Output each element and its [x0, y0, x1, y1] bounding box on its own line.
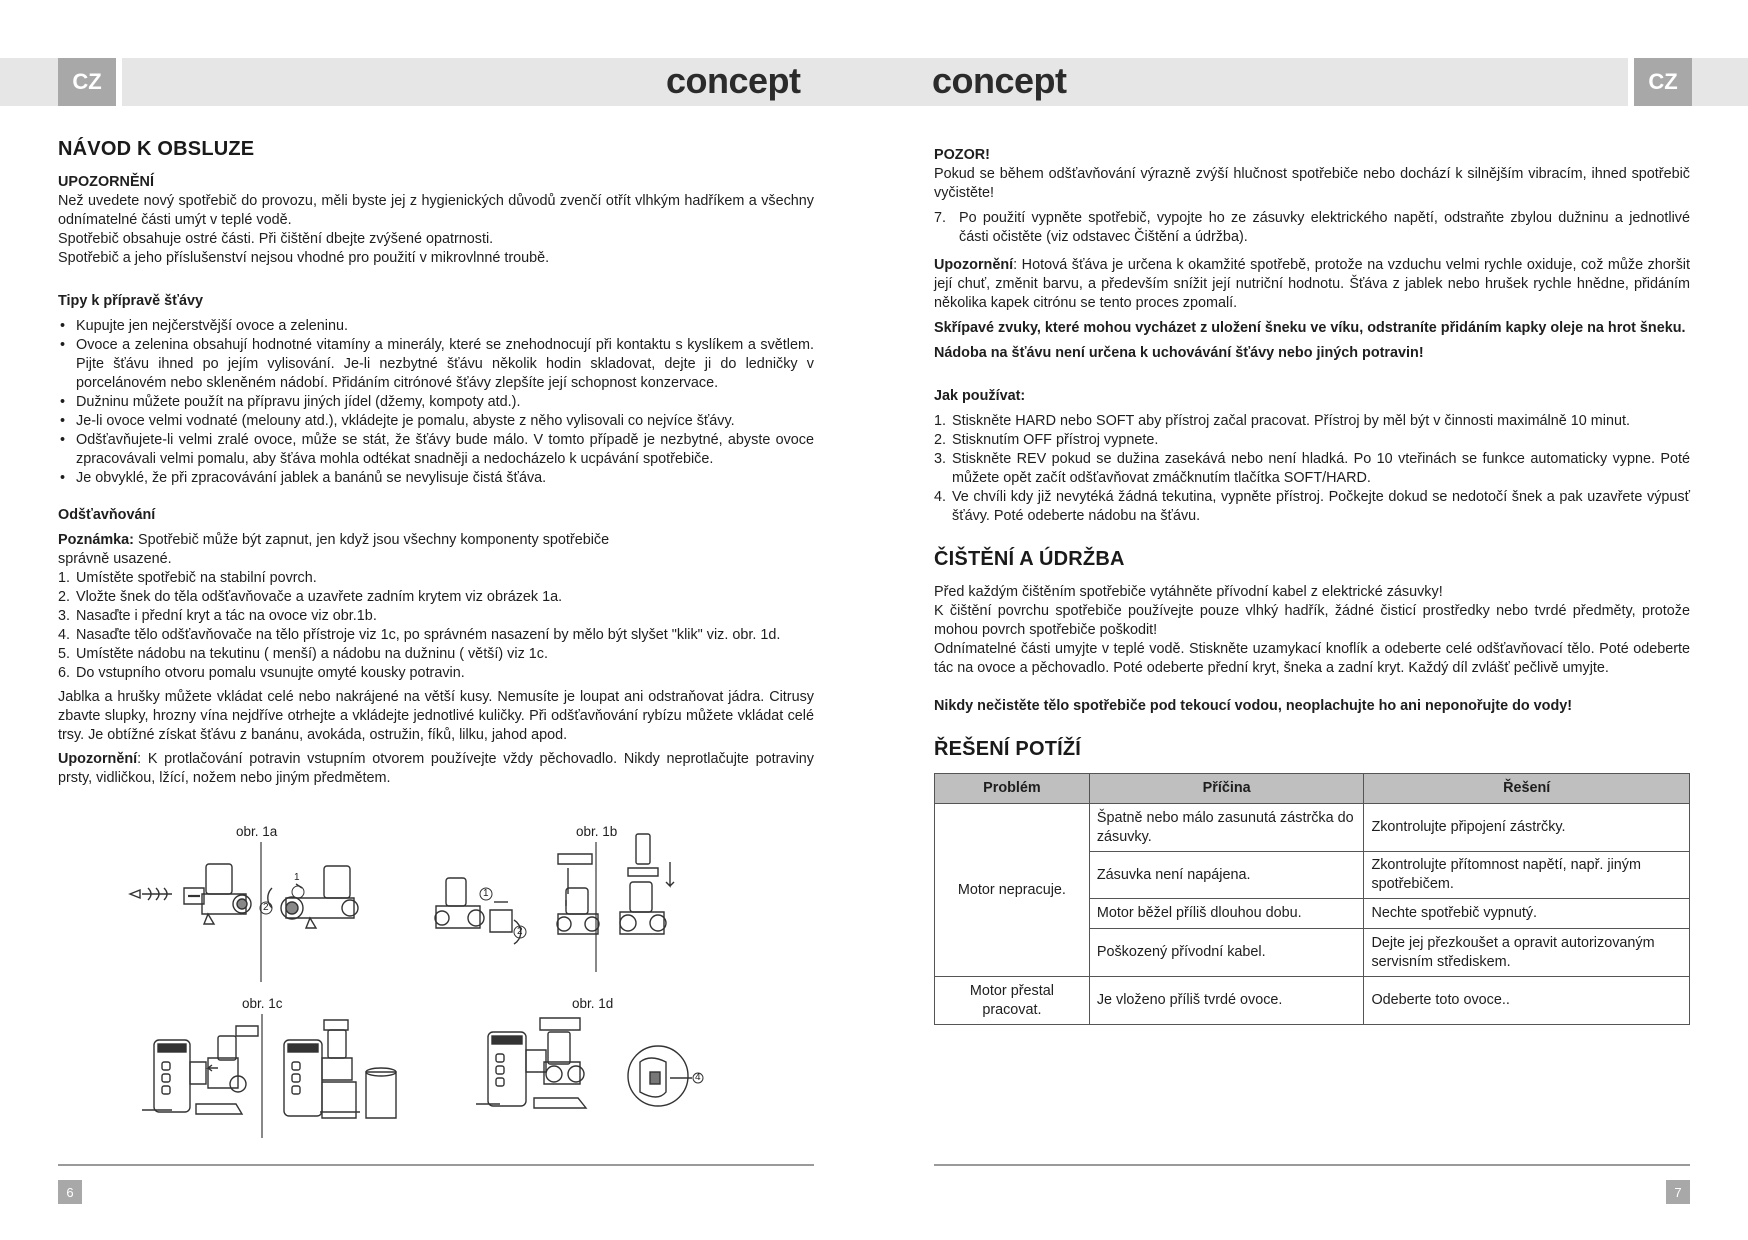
section-title-troubleshooting: ŘEŠENÍ POTÍŽÍ	[934, 738, 1082, 760]
table-row	[935, 977, 1690, 1025]
cleaning-paragraph: K čištění povrchu spotřebiče používejte pouze vlhký hadřík, žádné čisticí prostředky nebo tvrdé předměty, protože mohou povrch spotřebiče poškodit!	[934, 603, 1690, 638]
figure-1b-illustration	[435, 834, 674, 944]
note-text-cont: správně usazené.	[58, 551, 172, 567]
list-item: • Je obvyklé, že při zpracovávání jablek a banánů se nevylisuje čistá šťáva.	[58, 469, 814, 488]
problem-cell: Motor nepracuje.	[935, 804, 1090, 977]
list-item: • Odšťavňujete-li velmi zralé ovoce, může se stát, že šťávy bude málo. V tomto případě je nezbytné, abyste ovoce zpracovávali velmi pomalu, aby šťáva mohla odtékat snadněji a nedocházelo k ucpávání spotřebiče.	[58, 431, 814, 469]
step-number: 4.	[934, 489, 947, 505]
step-number: 2.	[934, 432, 947, 448]
step-number: 7.	[934, 210, 947, 226]
cause-cell: Špatně nebo málo zasunutá zástrčka do zásuvky.	[1089, 804, 1364, 852]
brand-logo-right: concept	[932, 60, 1067, 101]
figure-1d-illustration	[476, 1018, 703, 1108]
pozor-paragraph: Pokud se během odšťavňování výrazně zvýší hlučnost spotřebiče nebo dochází k silnějším vibracím, ihned spotřebič vyčistěte!	[934, 166, 1690, 201]
list-item	[934, 209, 1690, 247]
list-item: • Je-li ovoce velmi vodnaté (melouny atd.), vkládejte je pomalu, abyste z něho vylisovali co nejvíce šťávy.	[58, 412, 814, 431]
figure-label-1d: obr. 1d	[572, 996, 614, 1011]
step-number: 2.	[58, 589, 71, 605]
step-text: Nasaďte i přední kryt a tác na ovoce viz obr.1b.	[76, 608, 377, 624]
language-tag-right: CZ	[1634, 58, 1692, 106]
solution-cell: Zkontrolujte připojení zástrčky.	[1364, 804, 1690, 852]
section-title-instructions: NÁVOD K OBSLUZE	[58, 138, 255, 160]
step-text: Vložte šnek do těla odšťavňovače a uzavřete zadním krytem viz obrázek 1a.	[76, 589, 563, 605]
juicing-steps	[58, 569, 814, 683]
column-header-solution: Řešení	[1364, 774, 1690, 804]
cleaning-paragraph: Odnímatelné části umyjte v teplé vodě. Stiskněte uzamykací knoflík a odeberte celé odšťavňovací tělo. Poté odeberte tác na ovoce a pěchovadlo. Poté odeberte přední kryt, šneka a zadní kryt. Každý díl zvlášť pečlivě umyjte.	[934, 641, 1690, 676]
pozor-heading: POZOR!	[934, 147, 990, 163]
juice-caution-paragraph	[934, 256, 1690, 313]
warning-line: Než uvedete nový spotřebič do provozu, měli byste jej z hygienických důvodů zvenčí otřít vlhkým hadříkem a všechny odnímatelné části umýt v teplé vodě.	[58, 193, 814, 228]
figure-label-1a: obr. 1a	[236, 824, 278, 839]
cleaning-paragraph: Před každým čištěním spotřebiče vytáhněte přívodní kabel z elektrické zásuvky!	[934, 584, 1443, 600]
cause-cell: Poškozený přívodní kabel.	[1089, 929, 1364, 977]
step-number: 1.	[58, 570, 71, 586]
left-page	[58, 140, 814, 788]
step-text: Umístěte spotřebič na stabilní povrch.	[76, 570, 317, 586]
tips-list	[58, 317, 814, 488]
warning-heading: UPOZORNĚNÍ	[58, 174, 154, 190]
figure-1a-illustration	[130, 864, 358, 928]
list-item	[934, 412, 1690, 431]
callout-number: 1	[483, 888, 489, 899]
step-number: 6.	[58, 665, 71, 681]
list-item: • Kupujte jen nejčerstvější ovoce a zeleninu.	[58, 317, 814, 336]
table-row	[935, 804, 1690, 852]
page-number-left: 6	[58, 1180, 82, 1204]
table-header-row	[935, 774, 1690, 804]
cause-cell: Zásuvka není napájena.	[1089, 852, 1364, 899]
footer-rule-right	[934, 1164, 1690, 1166]
step-text: Do vstupního otvoru pomalu vsunujte omyté kousky potravin.	[76, 665, 465, 681]
list-item	[58, 626, 814, 645]
cause-cell: Je vloženo příliš tvrdé ovoce.	[1089, 977, 1364, 1025]
cause-cell: Motor běžel příliš dlouhou dobu.	[1089, 899, 1364, 929]
figure-label-1b: obr. 1b	[576, 824, 618, 839]
note-label: Poznámka:	[58, 532, 134, 548]
list-item	[58, 645, 814, 664]
callout-number: 2	[263, 902, 269, 913]
step-text: Stiskněte HARD nebo SOFT aby přístroj začal pracovat. Přístroj by měl být v činnosti maximálně 10 minut.	[952, 413, 1630, 429]
list-item	[934, 488, 1690, 526]
header-band	[0, 58, 1748, 106]
problem-cell: Motor přestal pracovat.	[935, 977, 1090, 1025]
caution-text: : K protlačování potravin vstupním otvorem používejte vždy pěchovadlo. Nikdy neprotlačujte potraviny prsty, vidličkou, lžící, nožem nebo jiným předmětem.	[58, 751, 814, 786]
usage-steps	[934, 412, 1690, 526]
right-page	[934, 146, 1690, 1025]
callout-number: 4	[695, 1072, 701, 1083]
container-note: Nádoba na šťávu není určena k uchovávání šťávy nebo jiných potravin!	[934, 345, 1424, 361]
step-text: Umístěte nádobu na tekutinu ( menší) a nádobu na dužninu ( větší) viz 1c.	[76, 646, 548, 662]
solution-cell: Dejte jej přezkoušet a opravit autorizovaným servisním střediskem.	[1364, 929, 1690, 977]
caution-label: Upozornění	[934, 257, 1014, 273]
tips-heading: Tipy k přípravě šťávy	[58, 293, 204, 309]
solution-cell: Zkontrolujte přítomnost napětí, např. jiným spotřebičem.	[1364, 852, 1690, 899]
column-header-problem: Problém	[935, 774, 1090, 804]
step-number: 5.	[58, 646, 71, 662]
step-text: Stisknutím OFF přístroj vypnete.	[952, 432, 1159, 448]
step-number: 3.	[58, 608, 71, 624]
callout-number: 1	[294, 872, 300, 883]
assembly-illustration	[58, 822, 814, 1142]
squeak-note: Skřípavé zvuky, které mohou vycházet z uložení šneku ve víku, odstraníte přidáním kapky oleje na hrot šneku.	[934, 320, 1686, 336]
column-header-cause: Příčina	[1089, 774, 1364, 804]
troubleshooting-table	[934, 773, 1690, 1025]
solution-cell: Nechte spotřebič vypnutý.	[1364, 899, 1690, 929]
list-item	[934, 431, 1690, 450]
step-number: 3.	[934, 451, 947, 467]
figure-label-1c: obr. 1c	[242, 996, 283, 1011]
list-item	[58, 569, 814, 588]
step-text: Ve chvíli kdy již nevytéká žádná tekutina, vypněte přístroj. Počkejte dokud se nedotočí šnek a pak uzavřete výpusť šťávy. Poté odeberte nádobu na šťávu.	[952, 489, 1690, 524]
step-text: Stiskněte REV pokud se dužina zasekává nebo není hladká. Po 10 vteřinách se funkce automaticky vypne. Poté můžete opět začít odšťavňovat zmáčknutím tlačítka SOFT/HARD.	[952, 451, 1690, 486]
assembly-figures	[58, 822, 814, 1142]
caution-text: : Hotová šťáva je určena k okamžité spotřebě, protože na vzduchu velmi rychle oxiduje, což může zhoršit její chuť, změnit barvu, a především snížit její nutriční hodnotu. Šťáva z jablek nebo hrušek rychle hnědne, přidáním několika kapek citrónu se tento proces zpomalí.	[934, 257, 1690, 311]
footer-rule-left	[58, 1164, 814, 1166]
note-text: Spotřebič může být zapnut, jen když jsou všechny komponenty spotřebiče	[133, 532, 610, 548]
callout-number: 2	[517, 926, 523, 937]
header-gap-left	[116, 58, 122, 106]
step-number: 1.	[934, 413, 947, 429]
warning-line: Spotřebič a jeho příslušenství nejsou vhodné pro použití v mikrovlnné troubě.	[58, 250, 550, 266]
fruit-paragraph: Jablka a hrušky můžete vkládat celé nebo nakrájené na větší kusy. Nemusíte je loupat ani odstraňovat jádra. Citrusy zbavte slupky, hrozny vína nejdříve otrhejte a vkládejte jednotlivé kuličky. Při odšťavňování rybízu můžete vkládat celé trsy. Je obtížné získat šťávu z banánu, avokáda, ostružin, fíků, lilku, jahod apod.	[58, 689, 814, 743]
language-tag-left: CZ	[58, 58, 116, 106]
juicing-heading: Odšťavňování	[58, 507, 156, 523]
list-item	[58, 607, 814, 626]
step-number: 4.	[58, 627, 71, 643]
step-text: Nasaďte tělo odšťavňovače na tělo přístroje viz 1c, po správném nasazení by mělo být slyšet "klik" viz. obr. 1d.	[76, 627, 781, 643]
list-item: • Ovoce a zelenina obsahují hodnotné vitamíny a minerály, které se znehodnocují při kontaktu s kyslíkem a světlem. Pijte šťávu ihned po jejím vylisování. Je-li nezbytné šťávu několik hodin skladovat, dejte ji do ledničky v porcelánovém nebo skleněném nádobí. Přidáním citrónové šťávy zlepšíte její schopnost konzervace.	[58, 336, 814, 393]
continued-steps	[934, 209, 1690, 247]
list-item	[934, 450, 1690, 488]
list-item: • Dužninu můžete použít na přípravu jiných jídel (džemy, kompoty atd.).	[58, 393, 814, 412]
list-item	[58, 588, 814, 607]
figure-1c-illustration	[142, 1020, 396, 1118]
cleaning-warning: Nikdy nečistěte tělo spotřebiče pod tekoucí vodou, neoplachujte ho ani neponořujte do vody!	[934, 698, 1573, 714]
page-number-right: 7	[1666, 1180, 1690, 1204]
step-text: Po použití vypněte spotřebič, vypojte ho ze zásuvky elektrického napětí, odstraňte zbylou dužninu a jednotlivé části očistěte (viz odstavec Čištění a údržba).	[959, 210, 1690, 245]
section-title-cleaning: ČIŠTĚNÍ A ÚDRŽBA	[934, 548, 1125, 570]
caution-label: Upozornění	[58, 751, 138, 767]
solution-cell: Odeberte toto ovoce..	[1364, 977, 1690, 1025]
header-gap-right	[1628, 58, 1634, 106]
brand-logo-left: concept	[666, 60, 801, 101]
warning-line: Spotřebič obsahuje ostré části. Při čištění dbejte zvýšené opatrnosti.	[58, 231, 494, 247]
list-item	[58, 664, 814, 683]
usage-heading: Jak používat:	[934, 388, 1026, 404]
note-paragraph	[58, 531, 814, 550]
caution-paragraph	[58, 750, 814, 788]
